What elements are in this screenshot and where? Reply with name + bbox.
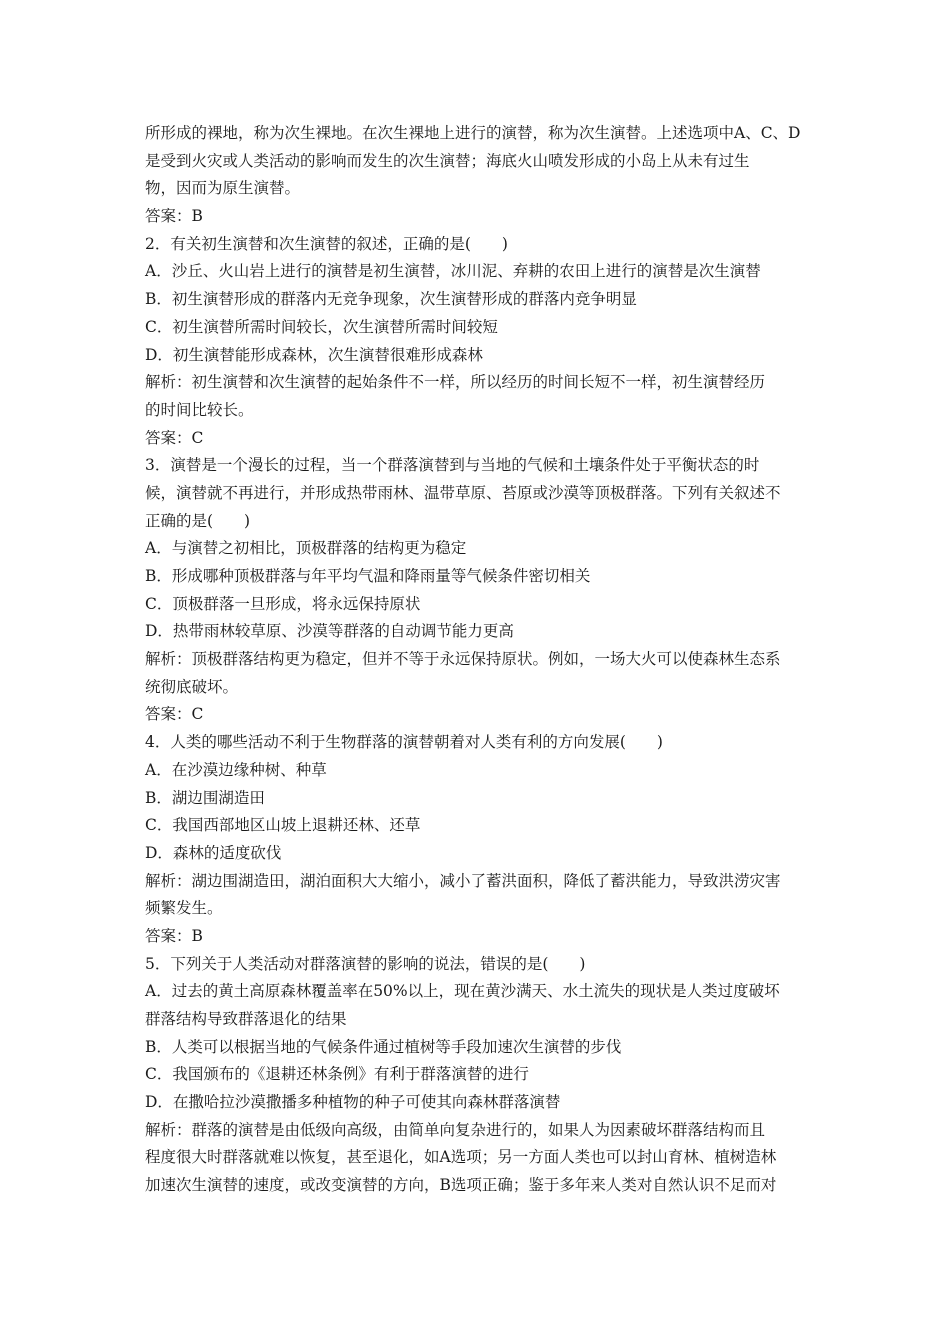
text-line: B．人类可以根据当地的气候条件通过植树等手段加速次生演替的步伐: [145, 1037, 622, 1056]
text-line: A．在沙漠边缘种树、种草: [145, 760, 327, 779]
text-line: 2．有关初生演替和次生演替的叙述，正确的是( ): [145, 234, 508, 253]
text-line: 是受到火灾或人类活动的影响而发生的次生演替；海底火山喷发形成的小岛上从未有过生: [145, 151, 750, 170]
text-line: C．我国西部地区山坡上退耕还林、还草: [145, 816, 421, 835]
text-line: 解析：顶极群落结构更为稳定，但并不等于永远保持原状。例如，一场大火可以使森林生态系: [145, 650, 781, 669]
text-line: D．初生演替能形成森林，次生演替很难形成森林: [145, 345, 483, 364]
text-line: 的时间比较长。: [145, 400, 254, 419]
text-line: 答案：C: [145, 705, 204, 724]
text-line: D．森林的适度砍伐: [145, 843, 282, 862]
text-line: 答案：B: [145, 207, 203, 226]
text-line: D．在撒哈拉沙漠撒播多种植物的种子可使其向森林群落演替: [145, 1093, 561, 1112]
text-line: 解析：群落的演替是由低级向高级，由简单向复杂进行的，如果人为因素破坏群落结构而且: [145, 1120, 766, 1139]
text-line: 程度很大时群落就难以恢复，甚至退化，如A选项；另一方面人类也可以封山育林、植树造林: [145, 1148, 777, 1167]
text-line: 频繁发生。: [145, 899, 223, 918]
text-line: 加速次生演替的速度，或改变演替的方向，B选项正确；鉴于多年来人类对自然认识不足而对: [145, 1176, 777, 1195]
text-line: A．过去的黄土高原森林覆盖率在50%以上，现在黄沙满天、水土流失的现状是人类过度破坏: [145, 982, 780, 1001]
text-line: 候，演替就不再进行，并形成热带雨林、温带草原、苔原或沙漠等顶极群落。下列有关叙述不: [145, 483, 781, 502]
text-line: A．沙丘、火山岩上进行的演替是初生演替，冰川泥、弃耕的农田上进行的演替是次生演替: [145, 262, 761, 281]
text-line: 答案：C: [145, 428, 204, 447]
text-line: 物，因而为原生演替。: [145, 179, 301, 198]
document-body: [145, 120, 813, 1200]
text-line: D．热带雨林较草原、沙漠等群落的自动调节能力更高: [145, 622, 514, 641]
text-line: 3．演替是一个漫长的过程，当一个群落演替到与当地的气候和土壤条件处于平衡状态的时: [145, 456, 760, 475]
text-line: 群落结构导致群落退化的结果: [145, 1010, 347, 1028]
text-line: 答案：B: [145, 926, 203, 945]
text-line: B．湖边围湖造田: [145, 788, 265, 807]
text-line: C．我国颁布的《退耕还林条例》有利于群落演替的进行: [145, 1065, 529, 1084]
text-line: 4．人类的哪些活动不利于生物群落的演替朝着对人类有利的方向发展( ): [145, 733, 663, 752]
text-line: B．初生演替形成的群落内无竞争现象，次生演替形成的群落内竞争明显: [145, 290, 637, 309]
text-line: B．形成哪种顶极群落与年平均气温和降雨量等气候条件密切相关: [145, 567, 591, 585]
text-line: 5．下列关于人类活动对群落演替的影响的说法，错误的是( ): [145, 954, 586, 973]
text-line: 所形成的裸地，称为次生裸地。在次生裸地上进行的演替，称为次生演替。上述选项中A、C、D: [145, 124, 801, 142]
text-line: C．初生演替所需时间较长，次生演替所需时间较短: [145, 317, 498, 336]
text-line: 统彻底破坏。: [145, 677, 239, 696]
text-line: 解析：湖边围湖造田，湖泊面积大大缩小，减小了蓄洪面积，降低了蓄洪能力，导致洪涝灾害: [145, 871, 781, 890]
text-line: 解析：初生演替和次生演替的起始条件不一样，所以经历的时间长短不一样，初生演替经历: [145, 373, 766, 392]
text-line: A．与演替之初相比，顶极群落的结构更为稳定: [145, 539, 467, 558]
text-line: C．顶极群落一旦形成，将永远保持原状: [145, 594, 421, 613]
text-line: 正确的是( ): [145, 511, 251, 530]
